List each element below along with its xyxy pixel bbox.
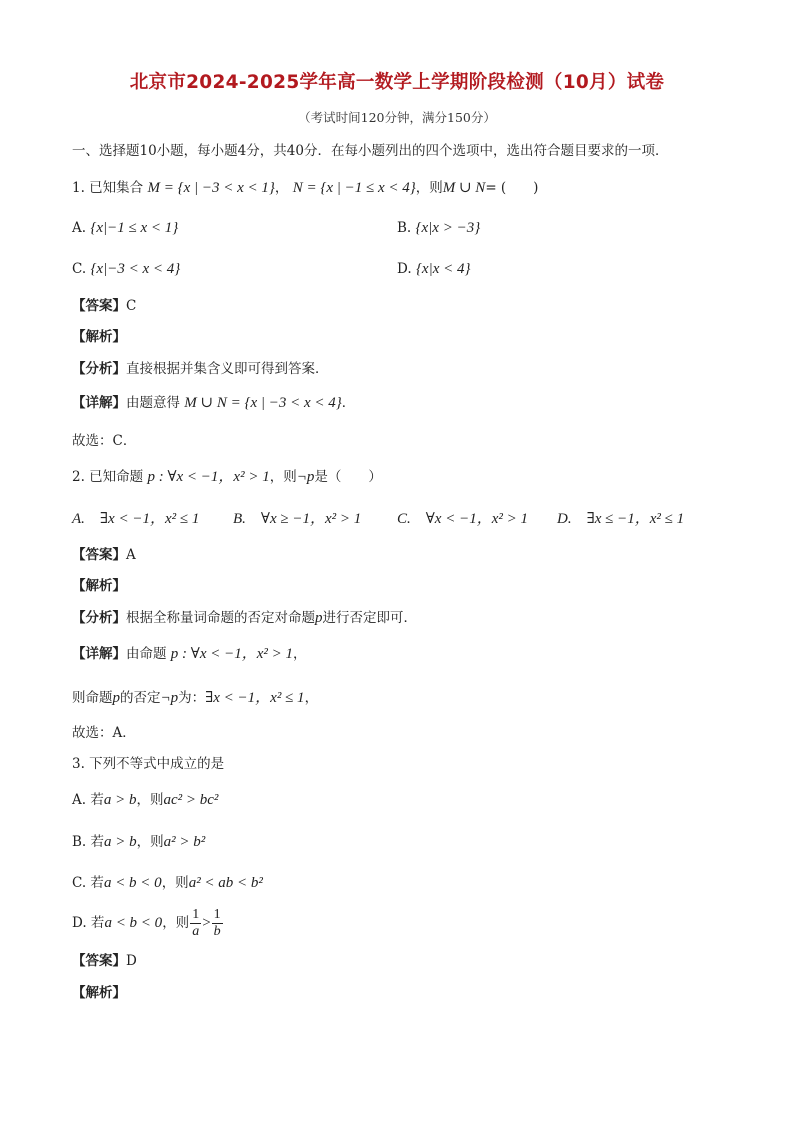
q3-option-b-cond: a > b [104, 834, 137, 850]
q3-option-a-cond: a > b [103, 792, 137, 808]
q2-negation [72, 688, 318, 708]
q1-union: M ∪ N [442, 180, 486, 196]
q3-option-a [72, 790, 218, 810]
section-header: 一、选择题10小题，每小题4分，共40分．在每小题列出的四个选项中，选出符合题目要求的一项． [72, 143, 669, 159]
q3-answer [72, 951, 137, 971]
q1-comma: ， [274, 180, 289, 196]
q2-detail [72, 644, 307, 664]
q1-detail-pre: 由题意得 [126, 395, 180, 411]
q1-option-a-label: A. [72, 220, 87, 236]
q1-analysis-label: 【解析】 [72, 329, 126, 345]
q2-answer [72, 545, 136, 565]
q2-neg-negp: ¬p [160, 690, 179, 706]
q3-analysis-heading [72, 983, 126, 1003]
q2-option-a-text: A. ∃x < −1，x² ≤ 1 [72, 511, 200, 527]
q3-option-c-mid: ，则 [161, 875, 189, 891]
q1-option-a [72, 218, 178, 238]
q2-option-c-text: C. ∀x < −1，x² > 1 [397, 511, 528, 527]
q2-stem [72, 467, 382, 487]
q2-detail-pre: 由命题 [126, 646, 167, 662]
q1-ask-post: = ( ) [485, 180, 539, 196]
q3-option-c-cond: a < b < 0 [103, 875, 162, 891]
q3-option-d-frac-a [190, 907, 201, 940]
q3-option-d-gt: > [202, 915, 211, 931]
q1-option-b-text: {x|x > −3} [415, 220, 481, 236]
q1-answer-label: 【答案】 [72, 298, 126, 314]
q3-option-d-cond: a < b < 0 [104, 915, 163, 931]
q1-prefix: 1. 已知集合 [72, 180, 144, 196]
q3-option-c-pre: C. 若 [72, 875, 104, 891]
q1-set-m: M = {x | −3 < x < 1} [147, 180, 275, 196]
q3-option-d-frac-b [212, 907, 223, 940]
q2-neg-mid: 的否定 [120, 690, 161, 706]
q3-option-a-pre: A. 若 [72, 792, 104, 808]
q1-analysis-heading [72, 327, 126, 347]
q2-prefix: 2. 已知命题 [72, 469, 144, 485]
q3-option-a-result: ac² > bc² [163, 792, 219, 808]
frac-b-numerator: 1 [213, 907, 221, 922]
q1-stem [72, 178, 538, 198]
q1-option-d-text: {x|x < 4} [415, 261, 471, 277]
q1-answer [72, 296, 136, 316]
q3-option-d-pre: D. 若 [72, 915, 105, 931]
q1-analyze-label: 【分析】 [72, 361, 126, 377]
q2-detail-post: ， [293, 646, 307, 662]
q3-option-a-mid: ，则 [136, 792, 164, 808]
q2-option-d-text: D. ∃x ≤ −1，x² ≤ 1 [557, 511, 685, 527]
q2-detail-math: p : ∀x < −1，x² > 1 [170, 646, 294, 662]
q3-stem: 3. 下列不等式中成立的是 [72, 756, 225, 772]
q1-analyze [72, 359, 329, 379]
q1-option-d [397, 259, 471, 279]
frac-b-denominator: b [213, 924, 221, 939]
q1-detail-math: M ∪ N = {x | −3 < x < 4} [184, 395, 342, 411]
q3-answer-value: D [126, 953, 137, 969]
q2-neg-for: 为： [178, 690, 206, 706]
q2-conclusion: 故选：A． [72, 725, 136, 741]
q1-detail-label: 【详解】 [72, 395, 126, 411]
q1-option-b-label: B. [397, 220, 412, 236]
q2-ask-post: 是（ ） [314, 469, 382, 485]
q2-neg-p: ¬p [296, 469, 315, 485]
q2-option-b [233, 509, 361, 529]
q2-answer-label: 【答案】 [72, 547, 126, 563]
q3-option-d [72, 906, 224, 940]
q3-option-b-pre: B. 若 [72, 834, 105, 850]
q2-analyze-post: 进行否定即可． [322, 610, 417, 626]
q2-neg-post: ， [304, 690, 319, 706]
q1-set-n: N = {x | −1 ≤ x < 4} [292, 180, 416, 196]
q3-answer-label: 【答案】 [72, 953, 126, 969]
q2-analyze-pre: 根据全称量词命题的否定对命题 [126, 610, 315, 626]
q1-option-c-label: C. [72, 261, 87, 277]
q3-option-b-result: a² > b² [163, 834, 206, 850]
q1-answer-value: C [126, 298, 137, 314]
q2-answer-value: A [126, 547, 136, 563]
q1-analyze-text: 直接根据并集含义即可得到答案． [126, 361, 329, 377]
q2-detail-label: 【详解】 [72, 646, 126, 662]
q1-ask-pre: ，则 [415, 180, 443, 196]
q1-option-d-label: D. [397, 261, 412, 277]
q2-analysis-label: 【解析】 [72, 578, 126, 594]
page-title: 北京市2024-2025学年高一数学上学期阶段检测（10月）试卷 [129, 72, 665, 93]
q1-detail [72, 393, 355, 413]
q3-option-b [72, 832, 205, 852]
q3-option-c-result: a² < ab < b² [188, 875, 263, 891]
q1-option-c [72, 259, 180, 279]
q2-option-b-text: B. ∀x ≥ −1，x² > 1 [233, 511, 362, 527]
q2-analysis-heading [72, 576, 126, 596]
frac-a-numerator: 1 [192, 907, 200, 922]
q2-option-d [557, 509, 684, 529]
q2-analyze [72, 608, 417, 628]
q2-option-c [397, 509, 528, 529]
q1-option-b [397, 218, 480, 238]
frac-a-denominator: a [192, 924, 200, 939]
q3-option-d-mid: ，则 [162, 915, 190, 931]
q3-option-b-mid: ，则 [136, 834, 164, 850]
q2-neg-p-var: p [112, 690, 120, 706]
q1-option-c-text: {x|−3 < x < 4} [90, 261, 181, 277]
q2-neg-math: ∃x < −1，x² ≤ 1 [205, 690, 305, 706]
q3-analysis-label: 【解析】 [72, 985, 126, 1001]
exam-subtitle: （考试时间120分钟，满分150分） [298, 110, 496, 125]
q2-analyze-p: p [315, 610, 323, 626]
q2-option-a [72, 509, 199, 529]
q2-proposition: p : ∀x < −1，x² > 1 [147, 469, 270, 485]
q3-option-c [72, 873, 263, 893]
q1-detail-post: ． [341, 395, 356, 411]
q1-option-a-text: {x|−1 ≤ x < 1} [90, 220, 179, 236]
q2-analyze-label: 【分析】 [72, 610, 126, 626]
q1-conclusion: 故选：C． [72, 433, 137, 449]
q2-ask-pre: ，则 [269, 469, 297, 485]
q2-neg-pre: 则命题 [72, 690, 113, 706]
